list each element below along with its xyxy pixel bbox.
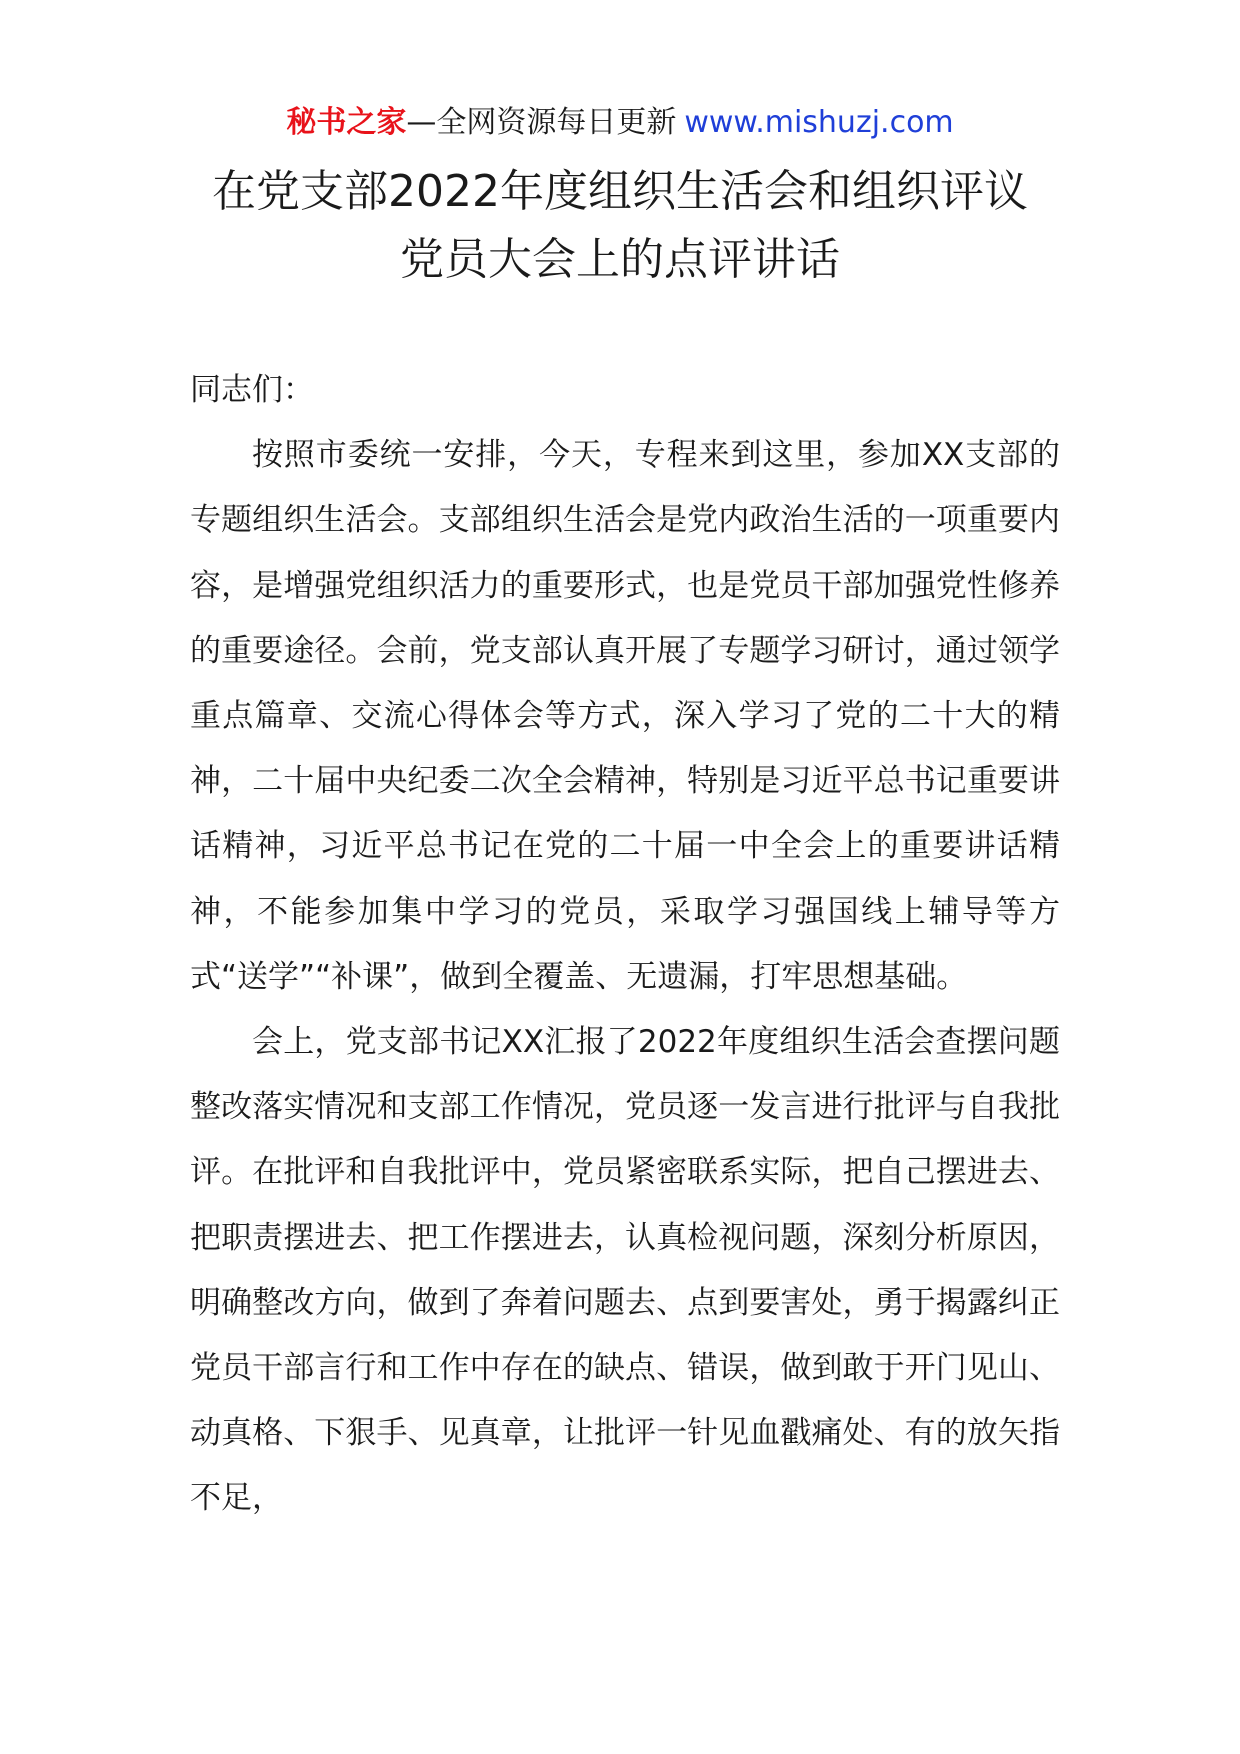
- site-header: [0, 100, 1240, 146]
- site-url-link[interactable]: www.mishuzj.com: [684, 105, 954, 140]
- document-body: [190, 358, 1060, 1532]
- brand-name: 秘书之家: [286, 105, 407, 140]
- header-slogan: —全网资源每日更新: [406, 105, 677, 140]
- salutation: 同志们：: [190, 372, 314, 408]
- document-title: [120, 158, 1120, 294]
- title-line-1: 在党支部2022年度组织生活会和组织评议: [212, 166, 1028, 217]
- paragraph-1: 按照市委统一安排，今天，专程来到这里，参加XX支部的专题组织生活会。支部组织生活会是党内政治生活的一项重要内容，是增强党组织活力的重要形式，也是党员干部加强党性修养的重要途径。会前，党支部认真开展了专题学习研讨，通过领学重点篇章、交流心得体会等方式，深入学习了党的二十大的精神，二十届中央纪委二次全会精神，特别是习近平总书记重要讲话精神，习近平总书记在党的二十届一中全会上的重要讲话精神，不能参加集中学习的党员，采取学习强国线上辅导等方式“送学”“补课”，做到全覆盖、无遗漏，打牢思想基础。: [190, 437, 1060, 995]
- title-line-2: 党员大会上的点评讲话: [400, 234, 840, 285]
- paragraph-2: 会上，党支部书记XX汇报了2022年度组织生活会查摆问题整改落实情况和支部工作情况，党员逐一发言进行批评与自我批评。在批评和自我批评中，党员紧密联系实际，把自己摆进去、把职责摆进去、把工作摆进去，认真检视问题，深刻分析原因，明确整改方向，做到了奔着问题去、点到要害处，勇于揭露纠正党员干部言行和工作中存在的缺点、错误，做到敢于开门见山、动真格、下狠手、见真章，让批评一针见血戳痛处、有的放矢指不足，: [190, 1024, 1060, 1517]
